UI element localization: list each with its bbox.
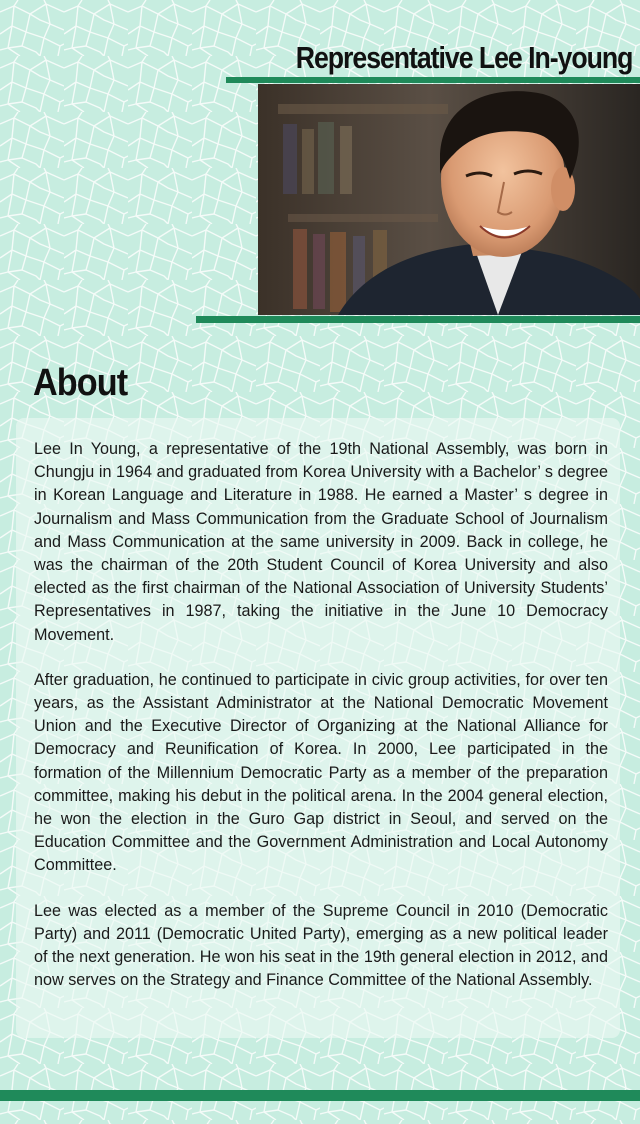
about-text-block bbox=[34, 438, 608, 1014]
portrait-photo bbox=[258, 84, 640, 315]
about-paragraph: After graduation, he continued to participate in civic group activities, for over ten years, as the Assistant Administrator at the National Democratic Movement Union and the Executive Director of Organizing at the National Alliance for Democracy and Reunification of Korea. In 2000, Lee participated in the formation of the Millennium Democratic Party as a member of the preparation committee, making his debut in the political arena. In the 2004 general election, he won the election in the Guro Gap district in Seoul, and served on the Education Committee and the Government Administration and Local Autonomy Committee. bbox=[34, 670, 608, 875]
page-title: Representative Lee In-young bbox=[295, 40, 632, 75]
title-underline bbox=[226, 77, 640, 83]
about-paragraph: Lee In Young, a representative of the 19th National Assembly, was born in Chungju in 1964 and graduated from Korea University with a Bachelor’ s degree in Korean Language and Literature in 1988. He earned a Master’ s degree in Journalism and Mass Communication from the Graduate School of Journalism and Mass Communication at the same university in 2009. Back in college, he was the chairman of the 20th Student Council of Korea University and also elected as the first chairman of the National Association of University Students’ Representatives in 1987, taking the initiative in the June 10 Democracy Movement. bbox=[34, 440, 608, 644]
about-paragraph: Lee was elected as a member of the Supreme Council in 2010 (Democratic Party) and 2011 (Democratic United Party), emerging as a new political leader of the next generation. He won his seat in the 19th general election in 2012, and now serves on the Strategy and Finance Committee of the National Assembly. bbox=[34, 901, 608, 990]
about-heading: About bbox=[33, 362, 128, 404]
photo-underline bbox=[196, 316, 640, 323]
bottom-bar bbox=[0, 1090, 640, 1101]
